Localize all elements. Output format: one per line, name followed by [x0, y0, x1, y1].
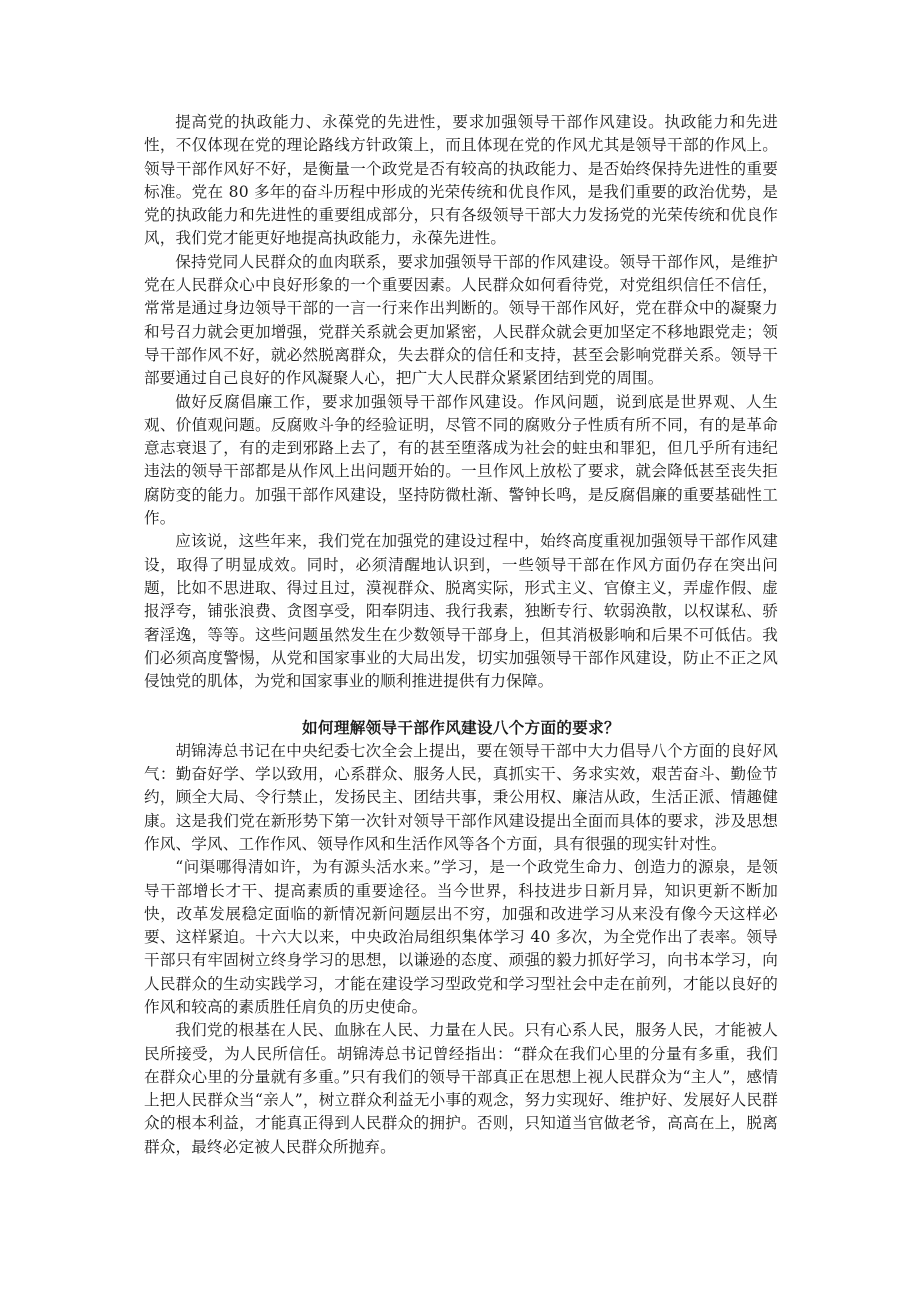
section-party-style-importance [144, 111, 778, 693]
paragraph: 应该说，这些年来，我们党在加强党的建设过程中，始终高度重视加强领导干部作风建设，取得了明显成效。同时，必须清醒地认识到，一些领导干部在作风方面仍存在突出问题，比如不思进取、得过且过，漠视群众、脱离实际，形式主义、官僚主义，弄虚作假、虚报浮夸，铺张浪费、贪图享受，阳奉阴违、我行我素，独断专行、软弱涣散，以权谋私、骄奢淫逸，等等。这些问题虽然发生在少数领导干部身上，但其消极影响和后果不可低估。我们必须高度警惕，从党和国家事业的大局出发，切实加强领导干部作风建设，防止不正之风侵蚀党的肌体，为党和国家事业的顺利推进提供有力保障。 [144, 532, 778, 691]
paragraph: 提高党的执政能力、永葆党的先进性，要求加强领导干部作风建设。执政能力和先进性，不仅体现在党的理论路线方针政策上，而且体现在党的作风尤其是领导干部的作风上。领导干部作风好不好，是衡量一个政党是否有较高的执政能力、是否始终保持先进性的重要标准。党在 80 多年的奋斗历程中形成的光荣传统和优良作风，是我们重要的政治优势，是党的执政能力和先进性的重要组成部分，只有各级领导干部大力发扬党的光荣传统和优良作风，我们党才能更好地提高执政能力，永葆先进性。 [144, 113, 778, 248]
section-heading: 如何理解领导干部作风建设八个方面的要求？ [302, 718, 620, 738]
paragraph: 保持党同人民群众的血肉联系，要求加强领导干部的作风建设。领导干部作风，是维护党在人民群众心中良好形象的一个重要因素。人民群众如何看待党，对党组织信任不信任，常常是通过身边领导干部的一言一行来作出判断的。领导干部作风好，党在群众中的凝聚力和号召力就会更加增强，党群关系就会更加紧密，人民群众就会更加坚定不移地跟党走；领导干部作风不好，就必然脱离群众，失去群众的信任和支持，甚至会影响党群关系。领导干部要通过自己良好的作风凝聚人心，把广大人民群众紧紧团结到党的周围。 [144, 252, 778, 388]
paragraph: 胡锦涛总书记在中央纪委七次全会上提出，要在领导干部中大力倡导八个方面的良好风气：勤奋好学、学以致用，心系群众、服务人民，真抓实干、务求实效，艰苦奋斗、勤俭节约，顾全大局、令行禁止，发扬民主、团结共事，秉公用权、廉洁从政，生活正派、情趣健康。这是我们党在新形势下第一次针对领导干部作风建设提出全面而具体的要求，涉及思想作风、学风、工作作风、领导作风和生活作风等各个方面，具有很强的现实针对性。 [144, 741, 778, 853]
section-spacer [144, 693, 778, 716]
section-eight-requirements [144, 716, 778, 1159]
document-page [144, 111, 778, 1159]
paragraph: 我们党的根基在人民、血脉在人民、力量在人民。只有心系人民，服务人民，才能被人民所接受，为人民所信任。胡锦涛总书记曾经指出：“群众在我们心里的分量有多重，我们在群众心里的分量就有多重。”只有我们的领导干部真正在思想上视人民群众为“主人”，感情上把人民群众当“亲人”，树立群众利益无小事的观念，努力实现好、维护好、发展好人民群众的根本利益，才能真正得到人民群众的拥护。否则，只知道当官做老爷，高高在上，脱离群众，最终必定被人民群众所抛弃。 [144, 1021, 778, 1156]
paragraph: 做好反腐倡廉工作，要求加强领导干部作风建设。作风问题，说到底是世界观、人生观、价值观问题。反腐败斗争的经验证明，尽管不同的腐败分子性质有所不同，有的是革命意志衰退了，有的走到邪路上去了，有的甚至堕落成为社会的蛀虫和罪犯，但几乎所有违纪违法的领导干部都是从作风上出问题开始的。一旦作风上放松了要求，就会降低甚至丧失拒腐防变的能力。加强干部作风建设，坚持防微杜渐、警钟长鸣，是反腐倡廉的重要基础性工作。 [144, 392, 778, 528]
paragraph: “问渠哪得清如许，为有源头活水来。”学习，是一个政党生命力、创造力的源泉，是领导干部增长才干、提高素质的重要途径。当今世界，科技进步日新月异，知识更新不断加快，改革发展稳定面临的新情况新问题层出不穷，加强和改进学习从来没有像今天这样必要、这样紧迫。十六大以来，中央政治局组织集体学习 40 多次，为全党作出了表率。领导干部只有牢固树立终身学习的思想，以谦逊的态度、顽强的毅力抓好学习，向书本学习，向人民群众的生动实践学习，才能在建设学习型政党和学习型社会中走在前列，才能以良好的作风和较高的素质胜任肩负的历史使命。 [144, 858, 778, 1016]
